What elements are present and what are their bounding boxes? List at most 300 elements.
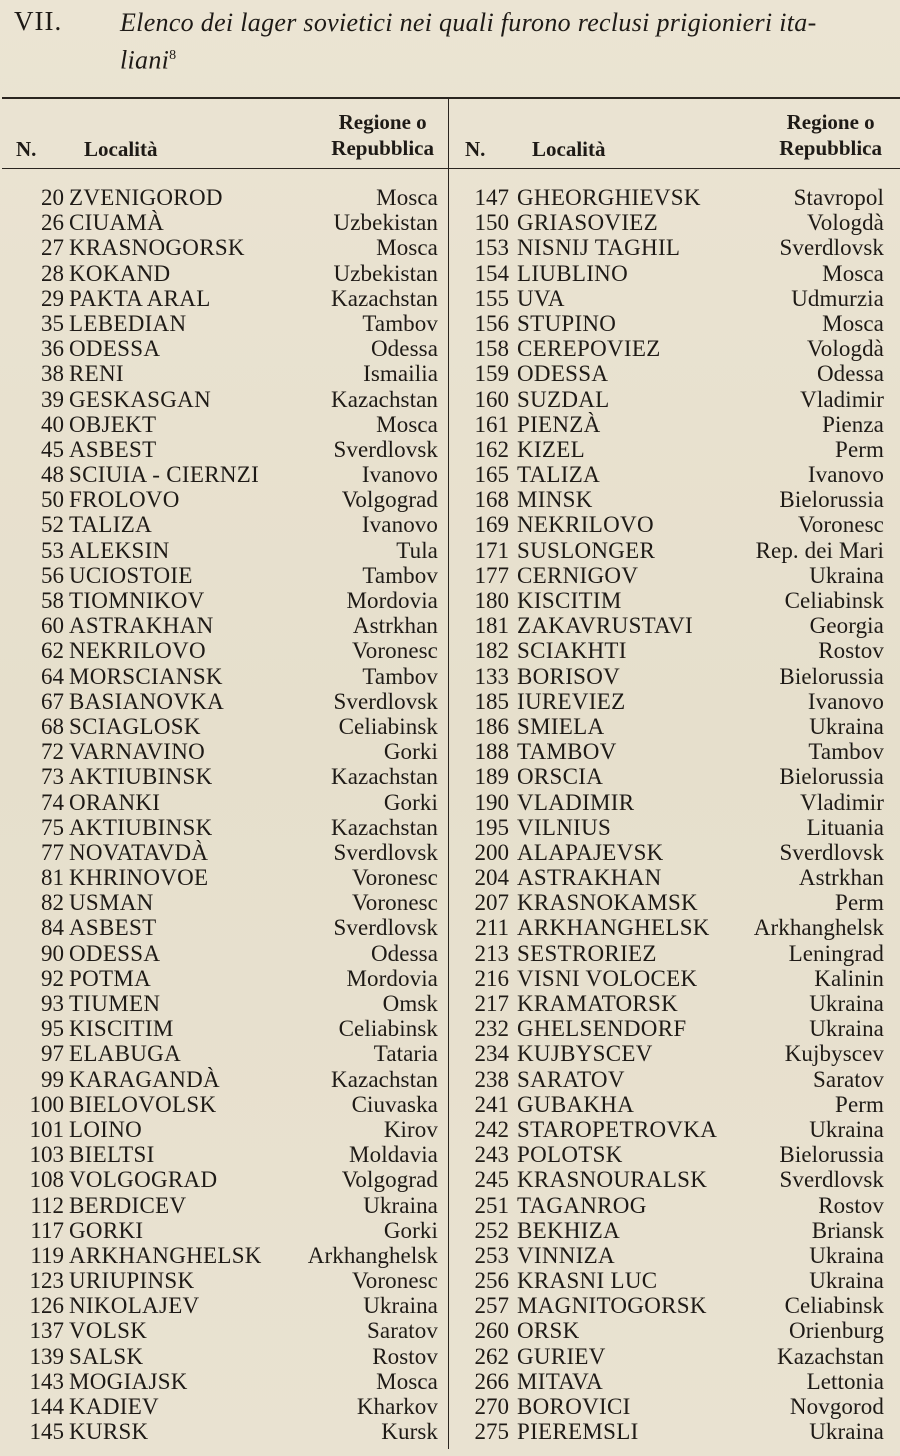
camp-locality: BIELTSI	[69, 1142, 155, 1168]
header-region-line2: Repubblica	[331, 136, 434, 160]
camp-region: Celiabinsk	[338, 713, 438, 739]
camp-number: 181	[474, 613, 509, 639]
camp-locality: ASTRAKHAN	[517, 865, 662, 891]
camp-number: 211	[475, 915, 509, 941]
camp-number: 158	[474, 336, 509, 362]
camp-region: Ciuvaska	[351, 1091, 438, 1117]
table-row	[2, 311, 448, 336]
camp-region: Ukraina	[809, 562, 884, 588]
camp-region: Odessa	[816, 361, 884, 387]
table-row	[449, 361, 900, 386]
camp-region: Sverdlovsk	[333, 688, 438, 714]
camp-region: Kirov	[383, 1116, 438, 1142]
camp-locality: KUJBYSCEV	[517, 1041, 653, 1067]
camp-region: Kujbyscev	[784, 1041, 884, 1067]
lager-table	[2, 97, 900, 1450]
camp-locality: VISNI VOLOCEK	[517, 965, 698, 991]
table-row	[449, 890, 900, 915]
table-row	[2, 764, 448, 789]
table-row	[449, 991, 900, 1016]
table-row	[2, 412, 448, 437]
camp-region: Rostov	[818, 638, 884, 664]
camp-number: 67	[41, 688, 64, 714]
table-row	[449, 638, 900, 663]
table-row	[449, 664, 900, 689]
camp-locality: MOGIAJSK	[69, 1368, 188, 1394]
camp-region: Perm	[835, 890, 884, 916]
table-row	[2, 790, 448, 815]
camp-number: 28	[41, 260, 64, 286]
table-row	[2, 1318, 448, 1343]
camp-locality: NOVATAVDÀ	[69, 839, 209, 865]
camp-number: 100	[29, 1091, 64, 1117]
table-row	[449, 1041, 900, 1066]
camp-region: Lituania	[806, 814, 884, 840]
table-row	[2, 1016, 448, 1041]
title-line-1: Elenco dei lager sovietici nei quali furono reclusi prigionieri ita-	[120, 8, 817, 37]
camp-number: 150	[474, 210, 509, 236]
camp-region: Kazachstan	[331, 386, 438, 412]
table-row	[449, 764, 900, 789]
camp-number: 26	[41, 210, 64, 236]
header-locality: Località	[84, 137, 158, 161]
camp-number: 53	[41, 537, 64, 563]
camp-number: 195	[474, 814, 509, 840]
header-region	[779, 109, 882, 161]
camp-number: 58	[41, 588, 64, 613]
camp-locality: GRIASOVIEZ	[517, 210, 658, 236]
table-row	[2, 991, 448, 1016]
camp-locality: KISCITIM	[69, 1016, 174, 1042]
camp-locality: KARAGANDÀ	[69, 1066, 220, 1092]
camp-number: 27	[41, 235, 64, 261]
camp-locality: UCIOSTOIE	[69, 562, 193, 588]
camp-number: 137	[29, 1318, 64, 1344]
camp-region: Mordovia	[346, 588, 438, 613]
table-row	[449, 1268, 900, 1293]
camp-number: 38	[41, 361, 64, 387]
camp-number: 75	[41, 814, 64, 840]
camp-number: 56	[41, 562, 64, 588]
camp-number: 72	[41, 739, 64, 765]
camp-number: 275	[474, 1419, 509, 1445]
camp-region: Celiabinsk	[784, 1293, 884, 1319]
table-row	[449, 487, 900, 512]
header-rule	[2, 168, 900, 169]
camp-number: 60	[41, 613, 64, 639]
camp-region: Ukraina	[809, 1268, 884, 1294]
camp-region: Tataria	[373, 1041, 438, 1067]
camp-number: 62	[41, 638, 64, 664]
header-region-line2: Repubblica	[779, 136, 882, 160]
camp-locality: SCIAGLOSK	[69, 713, 201, 739]
camp-locality: UVA	[517, 285, 565, 311]
camp-locality: GUBAKHA	[517, 1091, 635, 1117]
camp-number: 74	[41, 789, 64, 815]
camp-locality: ASTRAKHAN	[69, 613, 214, 639]
camp-number: 101	[29, 1116, 64, 1142]
table-row	[2, 538, 448, 563]
camp-number: 270	[474, 1394, 509, 1419]
camp-region: Sverdlovsk	[779, 1167, 884, 1193]
camp-region: Ivanovo	[807, 688, 884, 714]
camp-locality: POTMA	[69, 965, 152, 991]
camp-number: 139	[29, 1343, 64, 1369]
camp-number: 119	[30, 1242, 64, 1268]
table-row	[2, 1193, 448, 1218]
camp-region: Ukraina	[809, 1016, 884, 1042]
table-row	[449, 185, 900, 210]
camp-number: 99	[41, 1066, 64, 1092]
camp-number: 216	[474, 965, 509, 991]
camp-number: 160	[474, 386, 509, 412]
table-row	[2, 462, 448, 487]
camp-locality: SARATOV	[517, 1066, 625, 1092]
header-locality: Località	[532, 137, 606, 161]
camp-locality: ORANKI	[69, 789, 161, 815]
camp-region: Kharkov	[356, 1394, 438, 1419]
camp-locality: MORSCIANSK	[69, 663, 223, 689]
table-row	[2, 512, 448, 537]
camp-region: Mosca	[376, 235, 438, 261]
camp-locality: TALIZA	[517, 462, 600, 488]
camp-region: Astrkhan	[352, 613, 438, 639]
camp-region: Stavropol	[793, 185, 884, 210]
table-row	[449, 563, 900, 588]
camp-locality: KOKAND	[69, 260, 171, 286]
camp-region: Odessa	[370, 336, 438, 362]
camp-region: Uzbekistan	[333, 260, 438, 286]
camp-region: Voronesc	[352, 638, 438, 664]
table-row	[2, 613, 448, 638]
camp-number: 245	[474, 1167, 509, 1193]
table-row	[2, 487, 448, 512]
camp-number: 103	[29, 1142, 64, 1168]
table-row	[2, 1369, 448, 1394]
camp-region: Saratov	[813, 1066, 884, 1092]
table-row	[449, 261, 900, 286]
table-row	[449, 1067, 900, 1092]
camp-region: Bielorussia	[779, 764, 884, 790]
camp-region: Saratov	[367, 1318, 438, 1344]
camp-region: Tambov	[362, 562, 438, 588]
table-row	[2, 689, 448, 714]
camp-number: 162	[474, 436, 509, 462]
table-row	[449, 336, 900, 361]
camp-region: Sverdlovsk	[333, 839, 438, 865]
camp-locality: AKTIUBINSK	[69, 764, 213, 790]
table-row	[449, 1293, 900, 1318]
camp-region: Ukraina	[809, 1242, 884, 1268]
camp-locality: LEBEDIAN	[69, 310, 187, 336]
camp-region: Kazachstan	[777, 1343, 884, 1369]
camp-number: 213	[474, 940, 509, 966]
camp-region: Rep. dei Mari	[755, 537, 884, 563]
camp-region: Mosca	[822, 310, 884, 336]
camp-locality: PIENZÀ	[517, 411, 601, 437]
camp-region: Kazachstan	[331, 1066, 438, 1092]
table-row	[449, 588, 900, 613]
camp-number: 36	[41, 336, 64, 362]
camp-region: Moldavia	[349, 1142, 438, 1168]
camp-region: Bielorussia	[779, 1142, 884, 1168]
camp-region: Mosca	[376, 185, 438, 210]
table-row	[2, 1142, 448, 1167]
camp-locality: ODESSA	[517, 361, 609, 387]
camp-number: 266	[474, 1368, 509, 1394]
camp-region: Tambov	[362, 663, 438, 689]
camp-locality: VOLGOGRAD	[69, 1167, 218, 1193]
camp-locality: MAGNITOGORSK	[517, 1293, 707, 1319]
table-row	[2, 261, 448, 286]
camp-region: Voronesc	[352, 865, 438, 891]
camp-locality: RENI	[69, 361, 124, 387]
camp-locality: KRASNI LUC	[517, 1268, 658, 1294]
camp-region: Perm	[835, 436, 884, 462]
table-row	[2, 915, 448, 940]
camp-locality: MINSK	[517, 487, 593, 513]
camp-locality: ORSK	[517, 1318, 580, 1344]
camp-region: Briansk	[811, 1217, 884, 1243]
camp-locality: IUREVIEZ	[517, 688, 626, 714]
table-row	[2, 563, 448, 588]
camp-number: 161	[474, 411, 509, 437]
camp-locality: BEKHIZA	[517, 1217, 621, 1243]
camp-region: Sverdlovsk	[779, 839, 884, 865]
camp-locality: AKTIUBINSK	[69, 814, 213, 840]
camp-locality: NEKRILOVO	[69, 638, 206, 664]
camp-locality: PIEREMSLI	[517, 1419, 639, 1445]
table-row	[2, 437, 448, 462]
camp-region: Ukraina	[363, 1293, 438, 1319]
table-row	[2, 1344, 448, 1369]
header-region-line1: Regione o	[338, 110, 427, 134]
table-row	[449, 437, 900, 462]
table-row	[449, 941, 900, 966]
camp-region: Vladimir	[800, 386, 884, 412]
camp-number: 81	[41, 865, 64, 891]
camp-locality: GESKASGAN	[69, 386, 211, 412]
camp-locality: BERDICEV	[69, 1192, 187, 1218]
table-row	[2, 890, 448, 915]
camp-region: Ivanovo	[361, 462, 438, 488]
table-row	[2, 1268, 448, 1293]
table-row	[449, 689, 900, 714]
table-row	[2, 1243, 448, 1268]
camp-number: 256	[474, 1268, 509, 1294]
table-row	[449, 915, 900, 940]
table-row	[449, 1167, 900, 1192]
camp-locality: SMIELA	[517, 713, 605, 739]
footnote-marker: 8	[169, 48, 177, 63]
camp-region: Ukraina	[809, 991, 884, 1016]
camp-region: Perm	[835, 1091, 884, 1117]
section-number: VII.	[14, 6, 63, 36]
camp-locality: KRASNOKAMSK	[517, 890, 698, 916]
camp-locality: NIKOLAJEV	[69, 1293, 200, 1319]
table-row	[449, 1142, 900, 1167]
table-row	[2, 966, 448, 991]
camp-locality: ORSCIA	[517, 764, 604, 790]
camp-region: Mosca	[822, 260, 884, 286]
camp-region: Astrkhan	[798, 865, 884, 891]
camp-number: 165	[474, 462, 509, 488]
table-row	[449, 714, 900, 739]
camp-locality: USMAN	[69, 890, 154, 916]
camp-locality: SCIAKHTI	[517, 638, 627, 664]
table-row	[2, 336, 448, 361]
header-region	[331, 109, 434, 161]
camp-locality: LIUBLINO	[517, 260, 628, 286]
camp-locality: TIOMNIKOV	[69, 588, 205, 613]
table-row	[449, 512, 900, 537]
camp-number: 262	[474, 1343, 509, 1369]
camp-number: 154	[474, 260, 509, 286]
table-row	[2, 1419, 448, 1444]
camp-region: Gorki	[383, 739, 438, 765]
camp-number: 40	[41, 411, 64, 437]
table-row	[2, 739, 448, 764]
table-row	[2, 840, 448, 865]
camp-locality: URIUPINSK	[69, 1268, 195, 1294]
camp-number: 145	[29, 1419, 64, 1445]
camp-number: 171	[474, 537, 509, 563]
camp-region: Bielorussia	[779, 487, 884, 513]
camp-locality: NISNIJ TAGHIL	[517, 235, 681, 261]
camp-locality: ASBEST	[69, 436, 157, 462]
table-row	[2, 664, 448, 689]
camp-region: Kazachstan	[331, 285, 438, 311]
camp-locality: KHRINOVOE	[69, 865, 209, 891]
camp-region: Voronesc	[352, 890, 438, 916]
camp-locality: TAGANROG	[517, 1192, 647, 1218]
camp-number: 92	[41, 965, 64, 991]
table-row	[2, 1218, 448, 1243]
camp-region: Ukraina	[363, 1192, 438, 1218]
table-row	[449, 1092, 900, 1117]
camp-number: 180	[474, 588, 509, 613]
camp-number: 234	[474, 1041, 509, 1067]
camp-locality: CEREPOVIEZ	[517, 336, 661, 362]
table-row	[449, 1419, 900, 1444]
camp-number: 168	[474, 487, 509, 513]
camp-locality: BORISOV	[517, 663, 621, 689]
camp-number: 97	[41, 1041, 64, 1067]
camp-region: Kalinin	[814, 965, 884, 991]
camp-number: 251	[474, 1192, 509, 1218]
camp-region: Kazachstan	[331, 764, 438, 790]
table-row	[449, 538, 900, 563]
camp-locality: LOINO	[69, 1116, 143, 1142]
camp-region: Bielorussia	[779, 663, 884, 689]
camp-region: Pienza	[822, 411, 884, 437]
camp-number: 35	[41, 310, 64, 336]
camp-region: Arkhanghelsk	[753, 915, 884, 941]
camp-locality: VLADIMIR	[517, 789, 635, 815]
camp-number: 123	[29, 1268, 64, 1294]
camp-region: Udmurzia	[791, 285, 884, 311]
table-row	[449, 1369, 900, 1394]
table-row	[2, 815, 448, 840]
camp-region: Ukraina	[809, 1116, 884, 1142]
camp-number: 20	[41, 185, 64, 210]
table-row	[449, 1394, 900, 1419]
camp-locality: KRASNOGORSK	[69, 235, 245, 261]
camp-locality: STUPINO	[517, 310, 617, 336]
table-row	[2, 1293, 448, 1318]
camp-locality: SESTRORIEZ	[517, 940, 657, 966]
camp-locality: ODESSA	[69, 336, 161, 362]
camp-locality: KRASNOURALSK	[517, 1167, 708, 1193]
table-row	[449, 1117, 900, 1142]
camp-locality: ODESSA	[69, 940, 161, 966]
camp-number: 204	[474, 865, 509, 891]
camp-region: Vladimir	[800, 789, 884, 815]
table-row	[2, 210, 448, 235]
camp-region: Gorki	[383, 789, 438, 815]
camp-number: 143	[29, 1368, 64, 1394]
camp-region: Arkhanghelsk	[307, 1242, 438, 1268]
table-row	[2, 1041, 448, 1066]
camp-number: 188	[474, 739, 509, 765]
camp-number: 182	[474, 638, 509, 664]
camp-region: Celiabinsk	[784, 588, 884, 613]
camp-locality: VILNIUS	[517, 814, 612, 840]
camp-region: Voronesc	[798, 512, 884, 538]
camp-number: 82	[41, 890, 64, 916]
camp-region: Mordovia	[346, 965, 438, 991]
camp-locality: SALSK	[69, 1343, 144, 1369]
camp-locality: STAROPETROVKA	[517, 1116, 718, 1142]
table-row	[449, 210, 900, 235]
camp-number: 90	[41, 940, 64, 966]
table-row	[449, 1318, 900, 1343]
camp-region: Omsk	[382, 991, 438, 1016]
camp-number: 217	[474, 991, 509, 1016]
table-header	[449, 99, 900, 168]
camp-number: 108	[29, 1167, 64, 1193]
camp-locality: MITAVA	[517, 1368, 604, 1394]
camp-number: 39	[41, 386, 64, 412]
camp-number: 144	[29, 1394, 64, 1419]
camp-number: 156	[474, 310, 509, 336]
camp-locality: VINNIZA	[517, 1242, 615, 1268]
camp-locality: SUZDAL	[517, 386, 610, 412]
camp-number: 29	[41, 285, 64, 311]
table-row	[2, 1167, 448, 1192]
camp-number: 169	[474, 512, 509, 538]
camp-region: Kazachstan	[331, 814, 438, 840]
camp-locality: VOLSK	[69, 1318, 148, 1344]
camp-region: Volgograd	[341, 487, 438, 513]
camp-number: 177	[474, 562, 509, 588]
camp-locality: KURSK	[69, 1419, 149, 1445]
camp-region: Ismailia	[363, 361, 438, 387]
table-row	[2, 1117, 448, 1142]
table-row	[2, 387, 448, 412]
table-header	[2, 99, 448, 168]
table-row	[449, 613, 900, 638]
camp-region: Tambov	[808, 739, 884, 765]
table-row	[449, 1243, 900, 1268]
table-row	[449, 966, 900, 991]
camp-number: 93	[41, 991, 64, 1016]
camp-number: 185	[474, 688, 509, 714]
header-region-line1: Regione o	[786, 110, 875, 134]
camp-region: Georgia	[809, 613, 884, 639]
camp-region: Lettonia	[806, 1368, 884, 1394]
table-row	[449, 462, 900, 487]
